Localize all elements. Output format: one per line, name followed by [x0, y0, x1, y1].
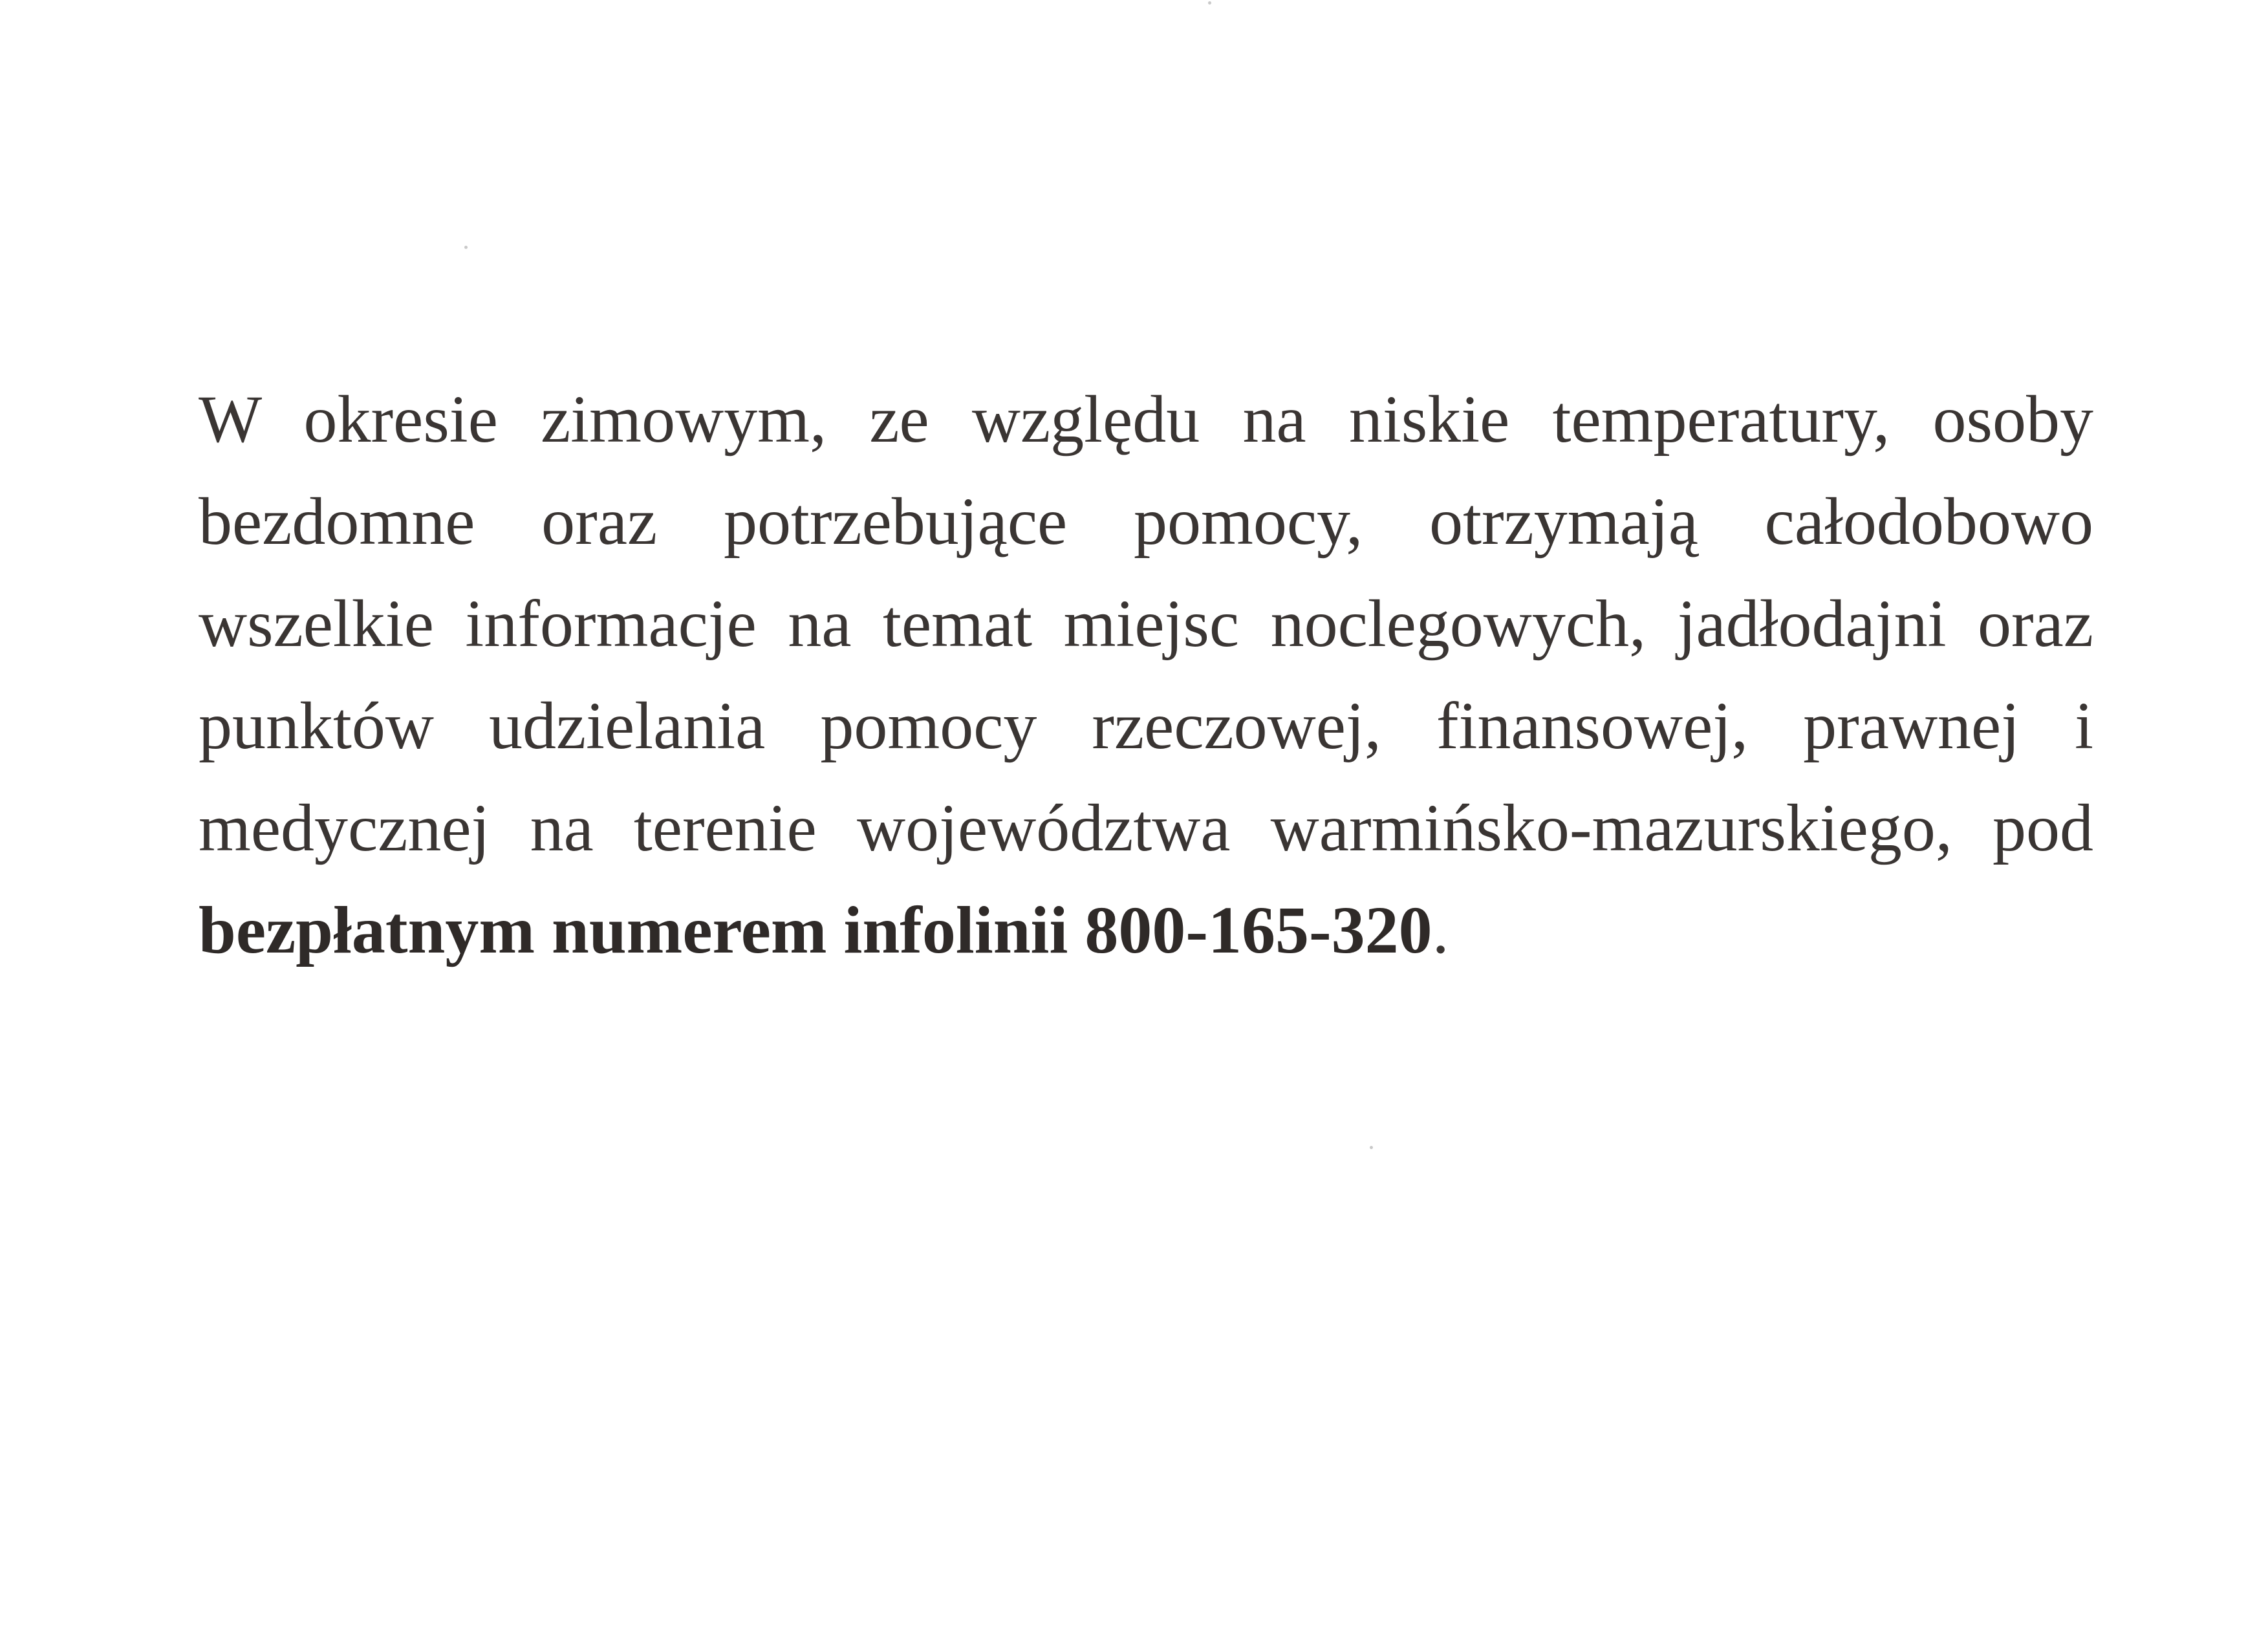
scan-speck — [1208, 1, 1211, 5]
scan-speck — [464, 246, 468, 249]
closing-period: . — [1432, 893, 1449, 967]
notice-paragraph — [199, 369, 2093, 982]
hotline-number: bezpłatnym numerem infolinii 800-165-320 — [199, 893, 1432, 967]
scan-speck — [1370, 1146, 1373, 1149]
notice-text: W okresie zimowym, ze względu na niskie temperatury, osoby bezdomne oraz potrzebujące pomocy, otrzymają całodobowo wszelkie informacje na temat miejsc noclegowych, jadłodajni oraz punktów udzielania pomocy rzeczowej, finansowej, prawnej i medycznej na terenie województwa warmińsko-mazurskiego, pod — [199, 382, 2093, 865]
